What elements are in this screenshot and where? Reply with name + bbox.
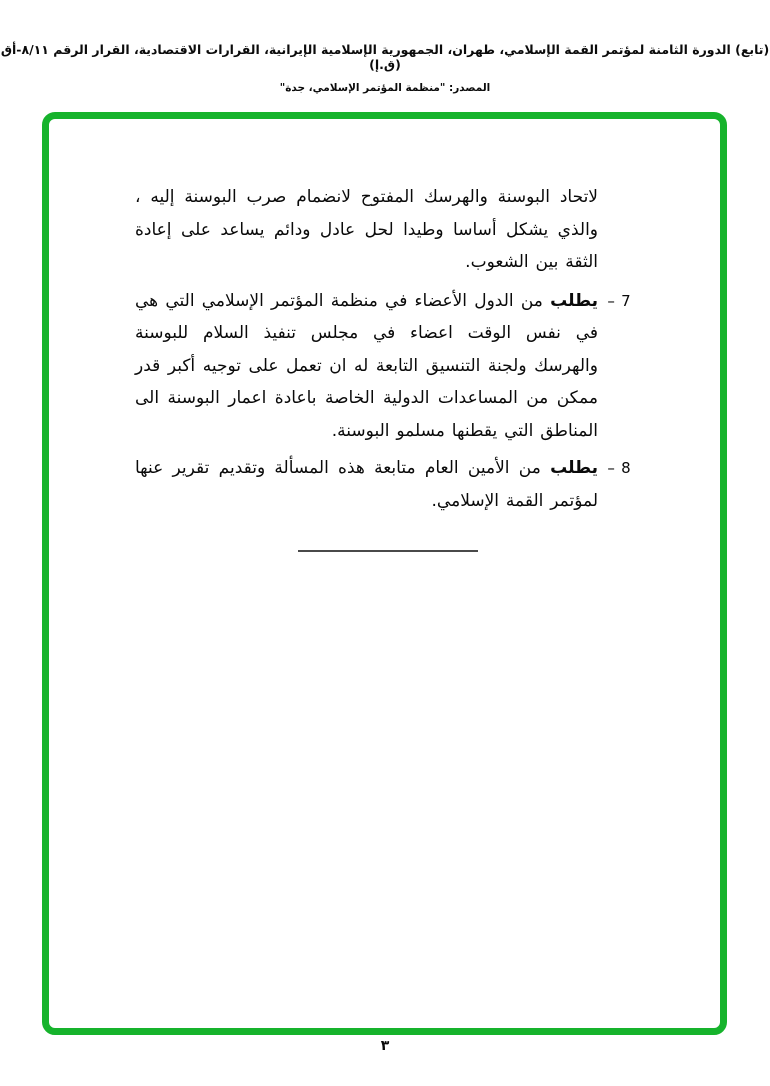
section-divider: [298, 550, 478, 552]
item-8-text: [135, 452, 598, 517]
intro-paragraph: لاتحاد البوسنة والهرسك المفتوح لانضمام صرب البوسنة إليه ، والذي يشكل أساسا وطيدا لحل عادل ودائم يساعد على إعادة الثقة بين الشعوب.: [135, 187, 598, 272]
item-8-number: – 8: [607, 459, 631, 477]
document-header: [0, 42, 770, 94]
list-item-8: [135, 452, 640, 517]
item-7-text: [135, 285, 598, 448]
item-7-number: – 7: [607, 291, 631, 310]
page-number: ٣: [380, 1038, 390, 1054]
header-citation: (تابع) الدورة الثامنة لمؤتمر القمة الإسلامي، طهران، الجمهورية الإسلامية الإيرانية، القرارات الاقتصادية، القرار الرقم ٨/١١-أق (ق.إ): [0, 42, 770, 72]
list-item-7: [135, 285, 640, 448]
item-7-body: من الدول الأعضاء في منظمة المؤتمر الإسلامي التي هي في نفس الوقت اعضاء في مجلس تنفيذ السلام للبوسنة والهرسك ولجنة التنسيق التابعة له ان تعمل على توجيه أكبر قدر ممكن من المساعدات الدولية الخاصة باعادة اعمار البوسنة الى المناطق التي يقطنها مسلمو البوسنة.: [135, 290, 598, 441]
item-8-body: من الأمين العام متابعة هذه المسألة وتقديم تقرير عنها لمؤتمر القمة الإسلامي.: [135, 458, 598, 511]
document-body: [135, 181, 640, 552]
item-8-lead-bold: يطلب: [550, 458, 598, 478]
header-source: المصدر: "منظمة المؤتمر الإسلامي، جدة": [279, 82, 491, 94]
item-7-lead-bold: يطلب: [550, 290, 598, 311]
